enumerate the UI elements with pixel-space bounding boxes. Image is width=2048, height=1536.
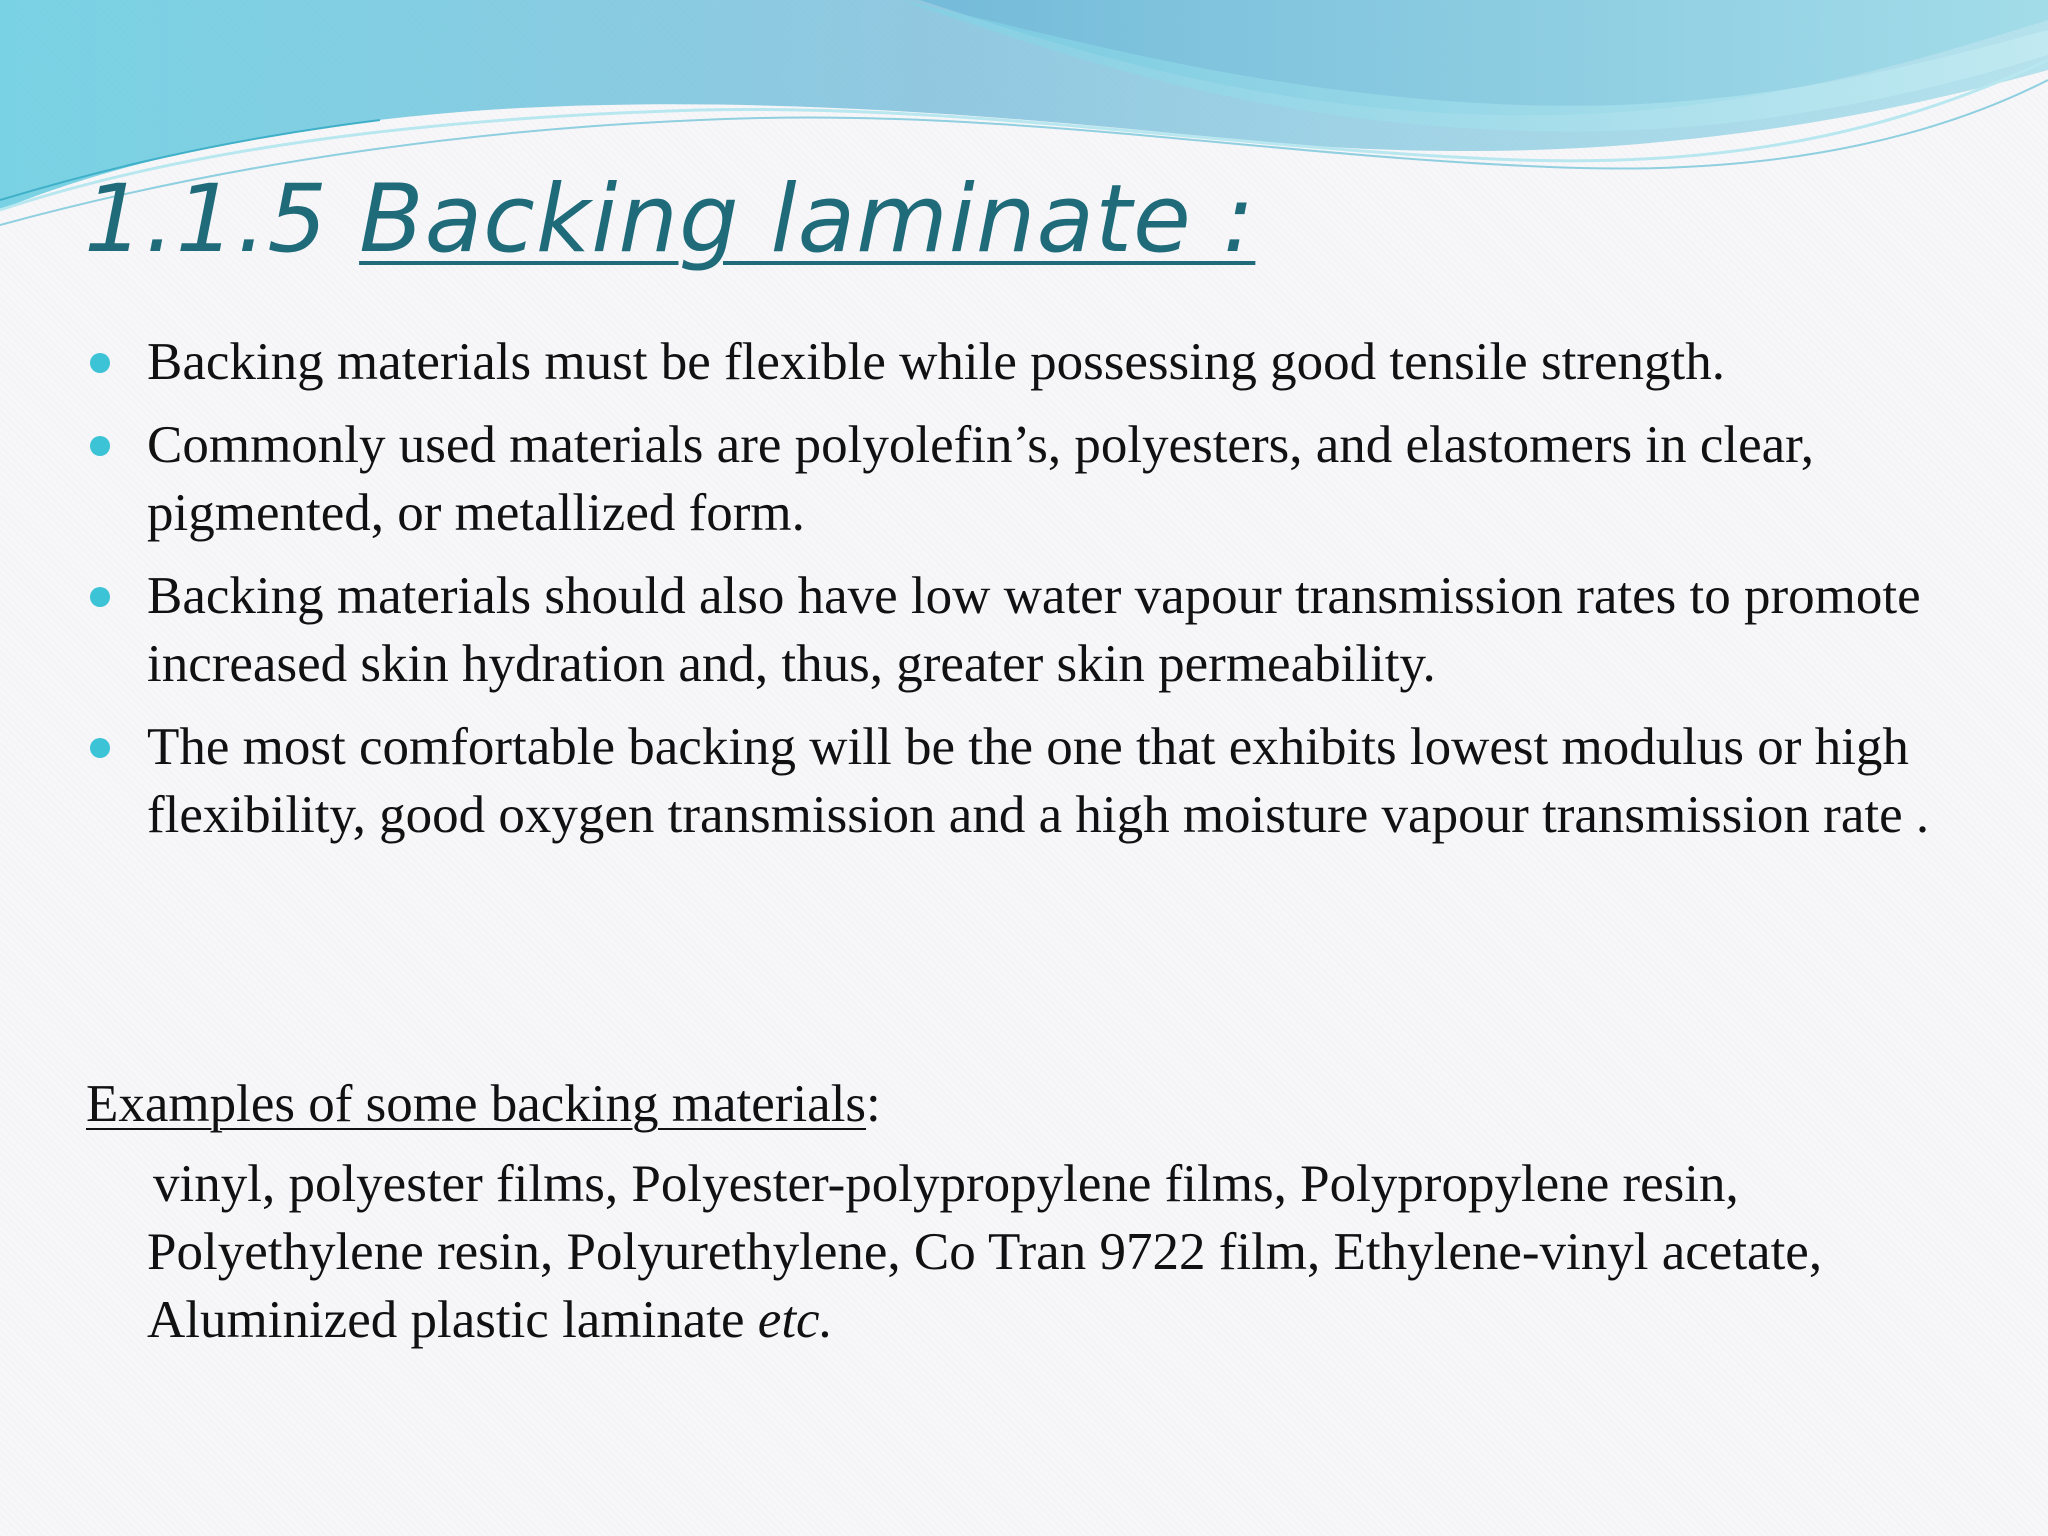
bullet-item	[0, 411, 1947, 547]
slide-title	[84, 160, 1255, 280]
bullet-dot-icon	[90, 738, 110, 758]
bullet-item	[0, 328, 1947, 396]
bullet-item	[0, 713, 1947, 849]
title-number: 1.1.5	[84, 165, 329, 274]
bullet-text: Backing materials should also have low water vapour transmission rates to promote increased skin hydration and, thus, greater skin permeability.	[147, 567, 1921, 693]
bullet-text: Commonly used materials are polyolefin’s, polyesters, and elastomers in clear, pigmented, or metallized form.	[147, 416, 1814, 542]
bullet-text: The most comfortable backing will be the one that exhibits lowest modulus or high flexibility, good oxygen transmission and a high moisture vapour transmission rate .	[147, 718, 1930, 844]
examples-list	[147, 1150, 1907, 1354]
examples-heading-colon: :	[866, 1075, 881, 1133]
bullet-dot-icon	[90, 353, 110, 373]
bullet-text: Backing materials must be flexible while possessing good tensile strength.	[147, 333, 1725, 391]
examples-text: vinyl, polyester films, Polyester-polypropylene films, Polypropylene resin, Polyethylene resin, Polyurethylene, Co Tran 9722 film, Ethylene-vinyl acetate, Aluminized plastic laminate	[147, 1155, 1823, 1349]
bullet-item	[0, 562, 1947, 698]
bullet-dot-icon	[90, 587, 110, 607]
examples-etc: etc.	[757, 1291, 833, 1349]
bullet-list	[0, 328, 2048, 864]
examples-heading-text: Examples of some backing materials	[86, 1075, 867, 1133]
title-text: Backing laminate :	[359, 165, 1256, 274]
examples-heading	[86, 1070, 881, 1138]
bullet-dot-icon	[90, 436, 110, 456]
